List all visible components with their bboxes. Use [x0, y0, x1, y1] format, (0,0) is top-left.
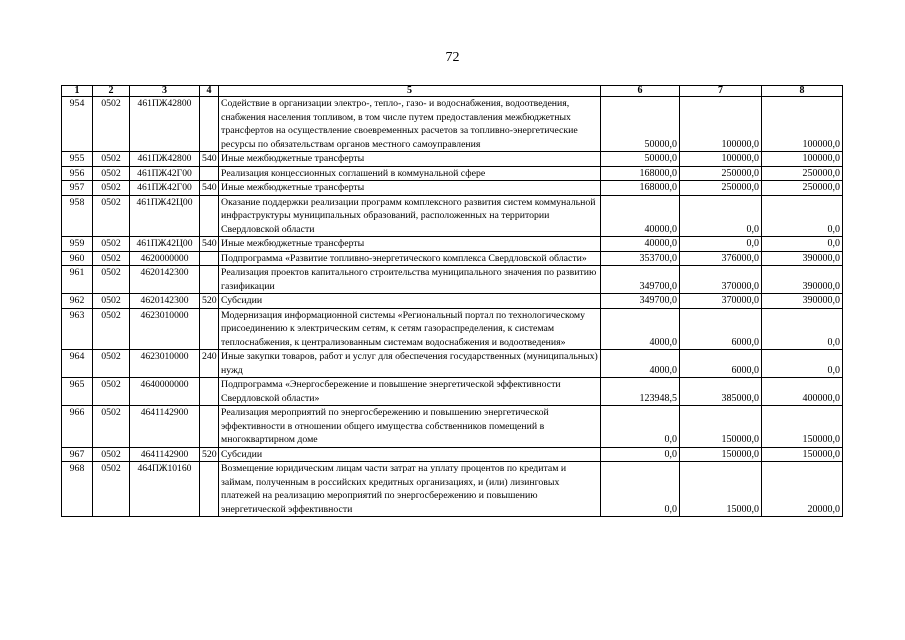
row-number-cell: 965 — [62, 378, 93, 406]
section-code-cell: 0502 — [93, 266, 130, 294]
target-article-cell: 4640000000 — [130, 378, 200, 406]
amount-col8-cell: 100000,0 — [762, 97, 843, 152]
section-code-cell: 0502 — [93, 294, 130, 309]
table-row — [62, 97, 843, 152]
description-cell: Возмещение юридическим лицам части затрат на уплату процентов по кредитам и займам, полученным в российских кредитных организациях, и (или) лизинговых платежей на реализацию мероприятий по энергосбережению и повышению энергетической эффективности — [219, 462, 601, 517]
target-article-cell: 464ПЖ10160 — [130, 462, 200, 517]
amount-col8-cell: 100000,0 — [762, 152, 843, 167]
expense-type-cell: 540 — [200, 181, 219, 196]
header-cell: 5 — [219, 86, 601, 97]
row-number-cell: 955 — [62, 152, 93, 167]
expense-type-cell — [200, 266, 219, 294]
row-number-cell: 957 — [62, 181, 93, 196]
header-row — [62, 86, 843, 97]
section-code-cell: 0502 — [93, 97, 130, 152]
amount-col7-cell: 6000,0 — [680, 350, 762, 378]
target-article-cell: 4620142300 — [130, 294, 200, 309]
row-number-cell: 962 — [62, 294, 93, 309]
amount-col7-cell: 0,0 — [680, 237, 762, 252]
row-number-cell: 966 — [62, 406, 93, 448]
amount-col6-cell: 168000,0 — [601, 181, 680, 196]
row-number-cell: 964 — [62, 350, 93, 378]
amount-col6-cell: 349700,0 — [601, 266, 680, 294]
expense-type-cell — [200, 378, 219, 406]
row-number-cell: 968 — [62, 462, 93, 517]
section-code-cell: 0502 — [93, 378, 130, 406]
budget-table — [61, 85, 843, 517]
table-row — [62, 181, 843, 196]
amount-col6-cell: 40000,0 — [601, 237, 680, 252]
table-row — [62, 152, 843, 167]
row-number-cell: 958 — [62, 195, 93, 237]
expense-type-cell: 240 — [200, 350, 219, 378]
target-article-cell: 461ПЖ42Г00 — [130, 181, 200, 196]
table-row — [62, 462, 843, 517]
amount-col6-cell: 50000,0 — [601, 97, 680, 152]
description-cell: Иные межбюджетные трансферты — [219, 181, 601, 196]
amount-col8-cell: 390000,0 — [762, 266, 843, 294]
amount-col8-cell: 0,0 — [762, 237, 843, 252]
target-article-cell: 4641142900 — [130, 447, 200, 462]
amount-col7-cell: 370000,0 — [680, 266, 762, 294]
header-cell: 4 — [200, 86, 219, 97]
table-row — [62, 237, 843, 252]
row-number-cell: 960 — [62, 251, 93, 266]
description-cell: Подпрограмма «Развитие топливно-энергетического комплекса Свердловской области» — [219, 251, 601, 266]
target-article-cell: 461ПЖ42Ц00 — [130, 195, 200, 237]
amount-col6-cell: 0,0 — [601, 462, 680, 517]
section-code-cell: 0502 — [93, 152, 130, 167]
row-number-cell: 967 — [62, 447, 93, 462]
section-code-cell: 0502 — [93, 350, 130, 378]
amount-col7-cell: 250000,0 — [680, 166, 762, 181]
amount-col8-cell: 400000,0 — [762, 378, 843, 406]
section-code-cell: 0502 — [93, 462, 130, 517]
expense-type-cell — [200, 406, 219, 448]
section-code-cell: 0502 — [93, 308, 130, 350]
row-number-cell: 959 — [62, 237, 93, 252]
expense-type-cell — [200, 195, 219, 237]
amount-col6-cell: 0,0 — [601, 447, 680, 462]
target-article-cell: 461ПЖ42Г00 — [130, 166, 200, 181]
description-cell: Подпрограмма «Энергосбережение и повышение энергетической эффективности Свердловской области» — [219, 378, 601, 406]
header-cell: 3 — [130, 86, 200, 97]
description-cell: Реализация концессионных соглашений в коммунальной сфере — [219, 166, 601, 181]
amount-col7-cell: 370000,0 — [680, 294, 762, 309]
table-row — [62, 308, 843, 350]
row-number-cell: 954 — [62, 97, 93, 152]
row-number-cell: 963 — [62, 308, 93, 350]
target-article-cell: 4623010000 — [130, 308, 200, 350]
amount-col7-cell: 250000,0 — [680, 181, 762, 196]
expense-type-cell — [200, 166, 219, 181]
description-cell: Оказание поддержки реализации программ комплексного развития систем коммунальной инфраструктуры муниципальных образований, расположенных на территории Свердловской области — [219, 195, 601, 237]
amount-col6-cell: 353700,0 — [601, 251, 680, 266]
amount-col7-cell: 15000,0 — [680, 462, 762, 517]
amount-col8-cell: 150000,0 — [762, 406, 843, 448]
row-number-cell: 956 — [62, 166, 93, 181]
amount-col7-cell: 6000,0 — [680, 308, 762, 350]
table-row — [62, 195, 843, 237]
target-article-cell: 4623010000 — [130, 350, 200, 378]
description-cell: Реализация проектов капитального строительства муниципального значения по развитию газификации — [219, 266, 601, 294]
table-row — [62, 406, 843, 448]
amount-col7-cell: 376000,0 — [680, 251, 762, 266]
amount-col6-cell: 4000,0 — [601, 308, 680, 350]
section-code-cell: 0502 — [93, 251, 130, 266]
description-cell: Модернизация информационной системы «Региональный портал по технологическому присоединению к электрическим сетям, к сетям газораспределения, к системам теплоснабжения, к централизованным системам водоснабжения и водоотведения» — [219, 308, 601, 350]
section-code-cell: 0502 — [93, 406, 130, 448]
amount-col8-cell: 20000,0 — [762, 462, 843, 517]
description-cell: Содействие в организации электро-, тепло-, газо- и водоснабжения, водоотведения, снабжения населения топливом, в том числе путем предоставления межбюджетных трансфертов на осуществление своевременных расчетов за топливно-энергетические ресурсы по обязательствам органов местного самоуправления — [219, 97, 601, 152]
header-cell: 8 — [762, 86, 843, 97]
amount-col8-cell: 0,0 — [762, 195, 843, 237]
section-code-cell: 0502 — [93, 166, 130, 181]
header-cell: 1 — [62, 86, 93, 97]
amount-col8-cell: 250000,0 — [762, 181, 843, 196]
amount-col8-cell: 0,0 — [762, 308, 843, 350]
description-cell: Иные закупки товаров, работ и услуг для обеспечения государственных (муниципальных) нужд — [219, 350, 601, 378]
table-row — [62, 350, 843, 378]
target-article-cell: 461ПЖ42800 — [130, 97, 200, 152]
expense-type-cell — [200, 97, 219, 152]
amount-col6-cell: 168000,0 — [601, 166, 680, 181]
amount-col7-cell: 0,0 — [680, 195, 762, 237]
description-cell: Субсидии — [219, 294, 601, 309]
description-cell: Иные межбюджетные трансферты — [219, 152, 601, 167]
amount-col7-cell: 100000,0 — [680, 152, 762, 167]
section-code-cell: 0502 — [93, 181, 130, 196]
table-row — [62, 447, 843, 462]
row-number-cell: 961 — [62, 266, 93, 294]
amount-col7-cell: 100000,0 — [680, 97, 762, 152]
expense-type-cell — [200, 251, 219, 266]
target-article-cell: 4620000000 — [130, 251, 200, 266]
section-code-cell: 0502 — [93, 237, 130, 252]
expense-type-cell: 540 — [200, 237, 219, 252]
target-article-cell: 461ПЖ42Ц00 — [130, 237, 200, 252]
expense-type-cell — [200, 462, 219, 517]
table-row — [62, 378, 843, 406]
description-cell: Реализация мероприятий по энергосбережению и повышению энергетической эффективности в отношении общего имущества собственников помещений в многоквартирном доме — [219, 406, 601, 448]
target-article-cell: 461ПЖ42800 — [130, 152, 200, 167]
section-code-cell: 0502 — [93, 195, 130, 237]
table-row — [62, 166, 843, 181]
amount-col8-cell: 390000,0 — [762, 251, 843, 266]
expense-type-cell: 520 — [200, 294, 219, 309]
amount-col7-cell: 150000,0 — [680, 406, 762, 448]
description-cell: Иные межбюджетные трансферты — [219, 237, 601, 252]
amount-col7-cell: 150000,0 — [680, 447, 762, 462]
amount-col7-cell: 385000,0 — [680, 378, 762, 406]
amount-col6-cell: 0,0 — [601, 406, 680, 448]
amount-col8-cell: 150000,0 — [762, 447, 843, 462]
page-number: 72 — [445, 50, 460, 65]
section-code-cell: 0502 — [93, 447, 130, 462]
amount-col6-cell: 349700,0 — [601, 294, 680, 309]
amount-col8-cell: 250000,0 — [762, 166, 843, 181]
description-cell: Субсидии — [219, 447, 601, 462]
table-row — [62, 266, 843, 294]
expense-type-cell: 520 — [200, 447, 219, 462]
amount-col6-cell: 50000,0 — [601, 152, 680, 167]
expense-type-cell: 540 — [200, 152, 219, 167]
header-cell: 7 — [680, 86, 762, 97]
amount-col6-cell: 123948,5 — [601, 378, 680, 406]
amount-col8-cell: 0,0 — [762, 350, 843, 378]
amount-col6-cell: 4000,0 — [601, 350, 680, 378]
header-cell: 2 — [93, 86, 130, 97]
amount-col6-cell: 40000,0 — [601, 195, 680, 237]
amount-col8-cell: 390000,0 — [762, 294, 843, 309]
header-cell: 6 — [601, 86, 680, 97]
target-article-cell: 4641142900 — [130, 406, 200, 448]
table-row — [62, 294, 843, 309]
expense-type-cell — [200, 308, 219, 350]
target-article-cell: 4620142300 — [130, 266, 200, 294]
table-row — [62, 251, 843, 266]
